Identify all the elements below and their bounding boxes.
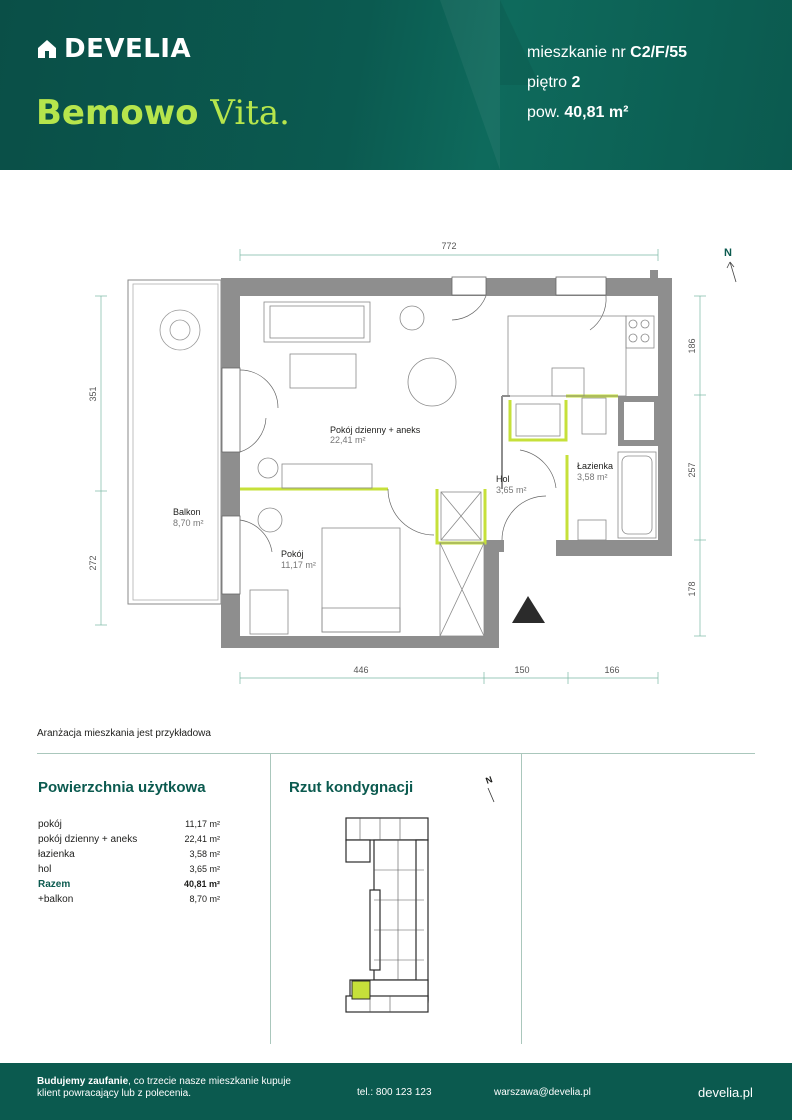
divider bbox=[37, 753, 755, 754]
dim-right-3: 178 bbox=[687, 581, 697, 597]
footer-slogan: Budujemy zaufanie, co trzecie nasze mieszkanie kupuje klient powracający lub z polecenia. bbox=[37, 1076, 291, 1099]
divider bbox=[270, 754, 271, 1044]
surface-title: Powierzchnia użytkowa bbox=[38, 779, 206, 796]
table-row: łazienka 3,58 m² bbox=[38, 849, 220, 860]
surface-table bbox=[38, 817, 220, 907]
dim-bottom-2: 150 bbox=[514, 665, 530, 675]
apartment-number: mieszkanie nr C2/F/55 bbox=[527, 44, 688, 61]
north-arrow-icon bbox=[484, 774, 494, 802]
room-hall-area: 3,65 m² bbox=[496, 485, 527, 495]
table-row: pokój dzienny + aneks 22,41 m² bbox=[38, 834, 220, 845]
develia-logo-icon bbox=[36, 38, 58, 60]
apartment-floor: piętro 2 bbox=[527, 74, 581, 91]
dim-bottom-3: 166 bbox=[604, 665, 620, 675]
footer-phone[interactable]: tel.: 800 123 123 bbox=[357, 1087, 432, 1098]
shaft bbox=[624, 402, 654, 440]
north-arrow-icon bbox=[724, 247, 736, 282]
walls bbox=[221, 270, 672, 648]
floor-plan bbox=[0, 170, 792, 730]
room-hall-name: Hol bbox=[496, 474, 510, 484]
room-bedroom-name: Pokój bbox=[281, 549, 304, 559]
room-living-area: 22,41 m² bbox=[330, 435, 366, 445]
room-bathroom-name: Łazienka bbox=[577, 461, 614, 471]
footer-email[interactable]: warszawa@develia.pl bbox=[494, 1087, 591, 1098]
apartment-info bbox=[527, 38, 687, 128]
room-living-name: Pokój dzienny + aneks bbox=[330, 425, 421, 435]
floorplan-title: Rzut kondygnacji bbox=[289, 779, 414, 796]
apartment-area: pow. 40,81 m² bbox=[527, 104, 629, 121]
dim-right-1: 186 bbox=[687, 338, 697, 354]
develia-logo[interactable] bbox=[36, 36, 191, 62]
header bbox=[0, 0, 792, 170]
dim-left-bottom: 272 bbox=[88, 555, 98, 571]
table-row: +balkon 8,70 m² bbox=[38, 894, 220, 905]
door-swings bbox=[240, 296, 606, 552]
dim-left-top: 351 bbox=[88, 386, 98, 402]
room-bathroom-area: 3,58 m² bbox=[577, 472, 608, 482]
svg-text:N: N bbox=[724, 247, 732, 259]
balcony bbox=[128, 280, 221, 604]
project-name: Bemowo Vita. bbox=[36, 93, 290, 133]
highlighted-walls bbox=[240, 396, 618, 543]
dim-bottom-1: 446 bbox=[353, 665, 369, 675]
divider bbox=[521, 754, 522, 1044]
arrangement-note: Aranżacja mieszkania jest przykładowa bbox=[37, 728, 211, 739]
key-plan bbox=[340, 770, 520, 1030]
table-row: hol 3,65 m² bbox=[38, 864, 220, 875]
table-row: pokój 11,17 m² bbox=[38, 819, 220, 830]
dim-top: 772 bbox=[441, 241, 457, 251]
highlighted-unit bbox=[352, 981, 370, 999]
room-balcony-name: Balkon bbox=[173, 507, 201, 517]
brand-name: DEVELIA bbox=[64, 34, 192, 64]
footer bbox=[0, 1063, 792, 1120]
svg-text:N: N bbox=[484, 774, 494, 786]
dim-right-2: 257 bbox=[687, 462, 697, 478]
room-balcony-area: 8,70 m² bbox=[173, 518, 204, 528]
table-row-total: Razem 40,81 m² bbox=[38, 879, 220, 890]
room-bedroom-area: 11,17 m² bbox=[281, 560, 316, 570]
entrance-triangle-icon bbox=[512, 596, 545, 623]
header-decoration bbox=[440, 0, 500, 170]
footer-website[interactable]: develia.pl bbox=[698, 1085, 753, 1100]
windows bbox=[222, 277, 606, 594]
